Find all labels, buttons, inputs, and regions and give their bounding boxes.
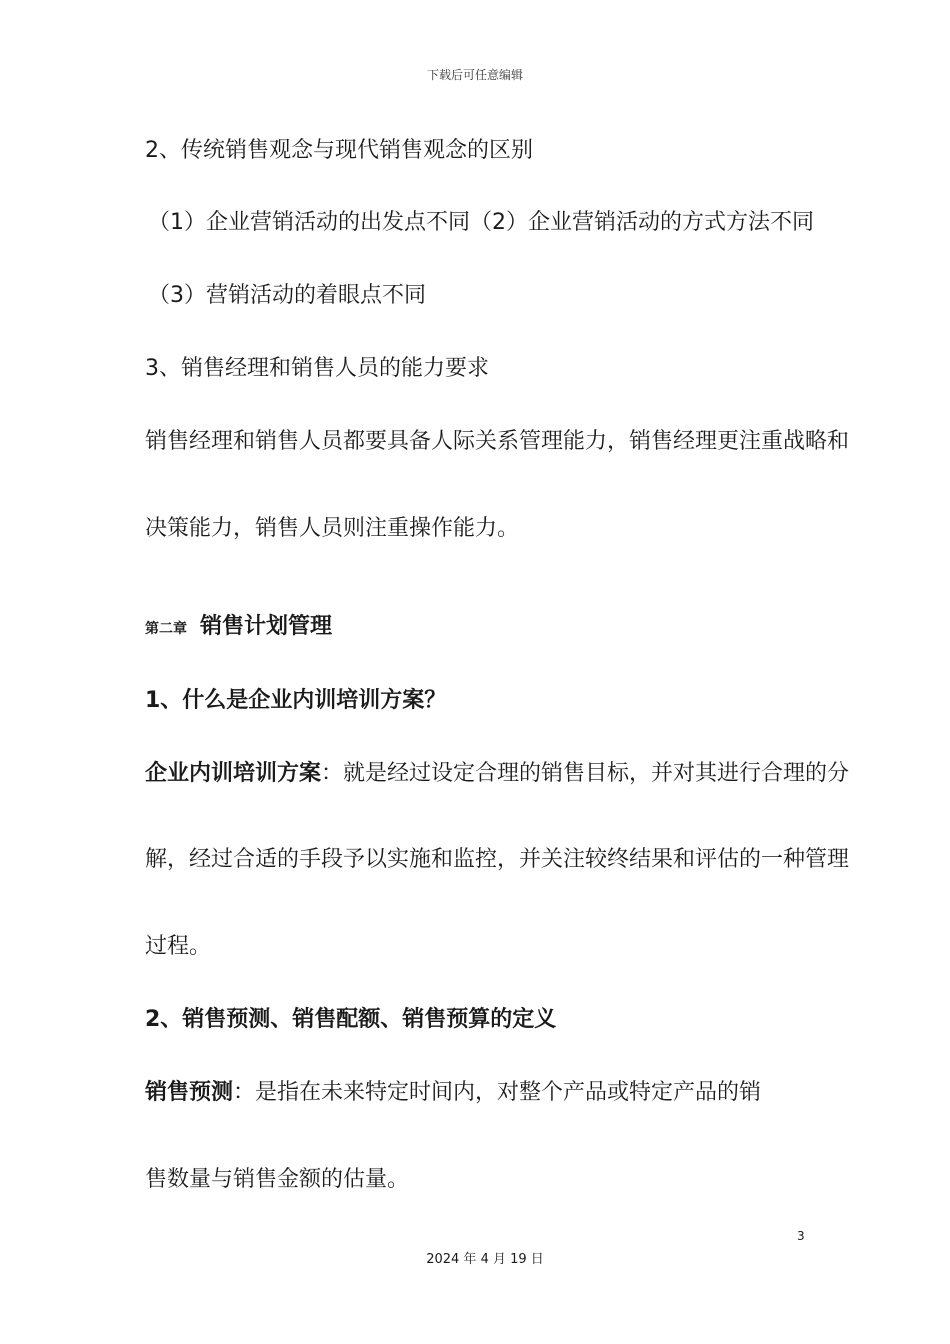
footer-date: 2024 年 4 月 19 日: [426, 1252, 544, 1267]
definition-term: 销售预测: [145, 1080, 234, 1105]
chapter-label: 第二章: [145, 621, 187, 637]
list-item-3: （3）营销活动的着眼点不同: [148, 283, 426, 308]
paragraph-line: 售数量与销售金额的估量。: [145, 1167, 410, 1192]
chapter-title: 销售计划管理: [200, 614, 333, 639]
definition-text: ：是指在未来特定时间内，对整个产品或特定产品的销: [233, 1080, 762, 1105]
definition-line: [145, 1078, 761, 1108]
paragraph-line: 过程。: [145, 934, 212, 959]
list-item-1-2: （1）企业营销活动的出发点不同（2）企业营销活动的方式方法不同: [148, 210, 814, 235]
chapter-heading: [145, 612, 332, 644]
paragraph-line: 解，经过合适的手段予以实施和监控，并关注较终结果和评估的一种管理: [145, 847, 850, 872]
page-number: 3: [797, 1229, 805, 1243]
definition-text: ：就是经过设定合理的销售目标，并对其进行合理的分: [321, 761, 850, 786]
question-heading-1: 1、什么是企业内训培训方案？: [145, 688, 447, 713]
heading-2: 2、传统销售观念与现代销售观念的区别: [145, 138, 533, 163]
paragraph-line: 销售经理和销售人员都要具备人际关系管理能力，销售经理更注重战略和: [145, 429, 850, 454]
page-header: 下载后可任意编辑: [426, 68, 523, 82]
definition-line: [145, 759, 849, 789]
definition-term: 企业内训培训方案: [145, 761, 322, 786]
paragraph-line: 决策能力，销售人员则注重操作能力。: [145, 516, 520, 541]
question-heading-2: 2、销售预测、销售配额、销售预算的定义: [145, 1007, 557, 1032]
heading-3: 3、销售经理和销售人员的能力要求: [145, 356, 489, 381]
